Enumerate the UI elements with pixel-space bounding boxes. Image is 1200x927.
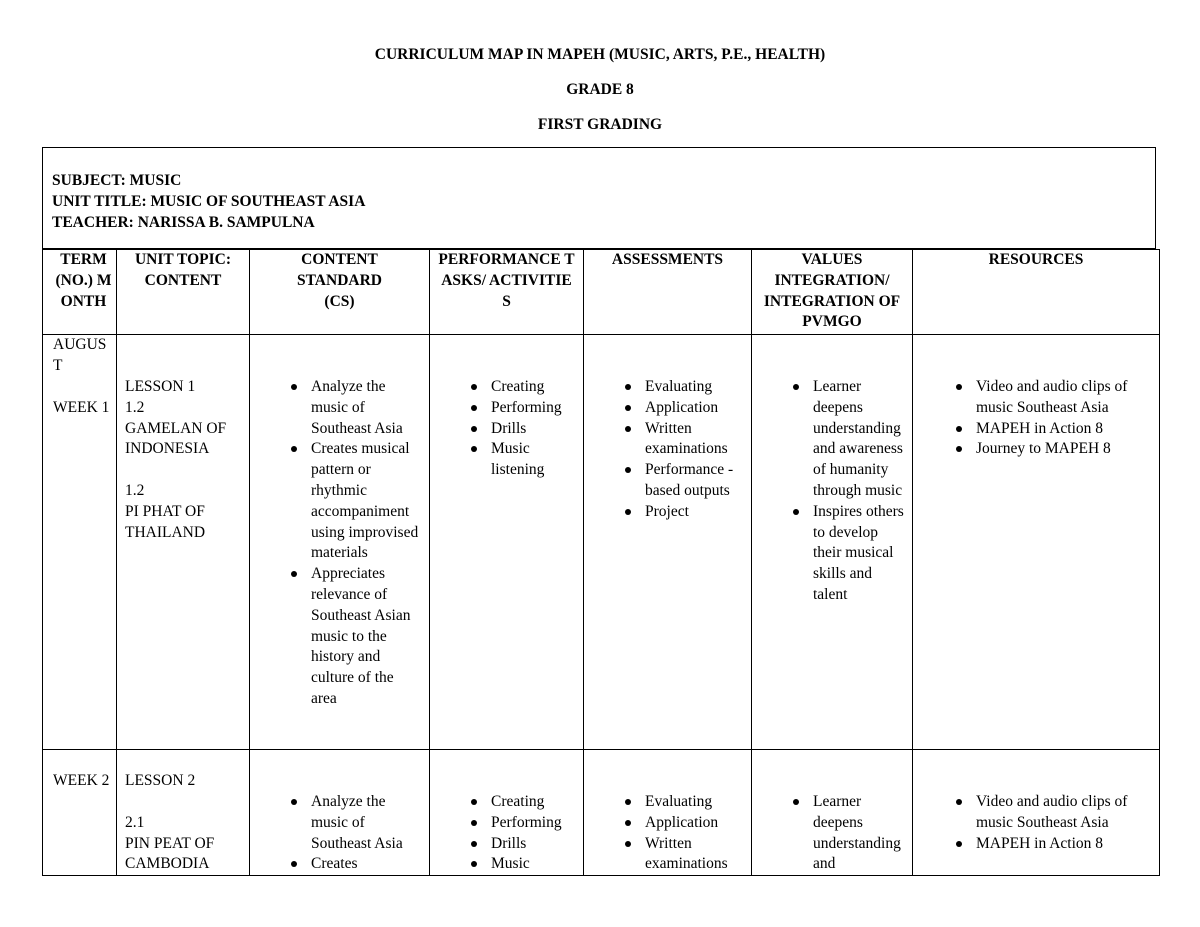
subject-info-box xyxy=(42,147,1156,249)
unit-title-line: UNIT TITLE: MUSIC OF SOUTHEAST ASIA xyxy=(52,193,366,210)
curriculum-table xyxy=(42,249,1160,876)
resources-cell xyxy=(913,335,1160,750)
list-item: Written examinations xyxy=(645,419,744,461)
list-item: Performing xyxy=(491,813,576,834)
list-item: Application xyxy=(645,398,744,419)
col-header-content-standard: CONTENT STANDARD (CS) xyxy=(250,250,430,335)
term-cell xyxy=(43,335,117,750)
list-item: Music listening xyxy=(491,439,576,481)
list-item: Evaluating xyxy=(645,377,744,398)
week-label: WEEK 1 xyxy=(53,398,110,416)
values-cell xyxy=(752,750,913,876)
list-item: Inspires others to develop their musical skills and talent xyxy=(813,502,905,606)
list-item: Performance -based outputs xyxy=(645,460,744,502)
resources-cell xyxy=(913,750,1160,876)
list-item: Learner deepens understanding and awareness of humanity through music xyxy=(813,377,905,502)
col-header-term: TERM (NO.) MONTH xyxy=(43,250,117,335)
col-header-assessments: ASSESSMENTS xyxy=(584,250,752,335)
document-title: CURRICULUM MAP IN MAPEH (MUSIC, ARTS, P.E., HEALTH) xyxy=(374,46,826,63)
topic-name: PI PHAT OF THAILAND xyxy=(125,502,206,541)
topic-number: 2.1 xyxy=(125,813,145,831)
list-item: MAPEH in Action 8 xyxy=(976,834,1152,855)
list-item: Project xyxy=(645,502,744,523)
week-label: WEEK 2 xyxy=(53,772,110,789)
assessments-cell xyxy=(584,335,752,750)
topic-number: 1.2 xyxy=(125,482,145,500)
list-item: Drills xyxy=(491,419,576,440)
teacher-line: TEACHER: NARISSA B. SAMPULNA xyxy=(52,214,315,231)
values-cell xyxy=(752,335,913,750)
grade-label: GRADE 8 xyxy=(566,81,634,98)
lesson-label: LESSON 2 xyxy=(125,772,196,789)
topic-name: PIN PEAT OF CAMBODIA xyxy=(125,834,215,873)
col-header-values: VALUES INTEGRATION/ INTEGRATION OF PVMGO xyxy=(752,250,913,335)
assessments-cell xyxy=(584,750,752,876)
list-item: Analyze the music of Southeast Asia xyxy=(311,792,422,854)
lesson-label: LESSON 1 xyxy=(125,378,196,395)
table-row xyxy=(43,335,1160,750)
list-item: Creates xyxy=(311,854,422,875)
list-item: Written examinations xyxy=(645,834,744,876)
unit-topic-cell xyxy=(117,750,250,876)
month-label: AUGUST xyxy=(53,336,107,374)
list-item: Creating xyxy=(491,792,576,813)
list-item: Learner deepens understanding and xyxy=(813,792,905,875)
list-item: Journey to MAPEH 8 xyxy=(976,439,1152,460)
col-header-unit-topic: UNIT TOPIC: CONTENT xyxy=(117,250,250,335)
unit-topic-cell xyxy=(117,335,250,750)
list-item: Music xyxy=(491,854,576,875)
list-item: Performing xyxy=(491,398,576,419)
list-item: Creating xyxy=(491,377,576,398)
topic-number: 1.2 xyxy=(125,398,145,416)
table-header-row xyxy=(43,250,1160,335)
list-item: Video and audio clips of music Southeast Asia xyxy=(976,792,1152,834)
subject-line: SUBJECT: MUSIC xyxy=(52,172,182,189)
col-header-resources: RESOURCES xyxy=(913,250,1160,335)
list-item: Creates musical pattern or rhythmic accompaniment using improvised materials xyxy=(311,439,422,564)
content-standard-cell xyxy=(250,335,430,750)
performance-cell xyxy=(430,335,584,750)
table-row xyxy=(43,750,1160,876)
performance-cell xyxy=(430,750,584,876)
grading-period-label: FIRST GRADING xyxy=(537,116,663,133)
list-item: Evaluating xyxy=(645,792,744,813)
col-header-performance: PERFORMANCE TASKS/ ACTIVITIES xyxy=(430,250,584,335)
topic-name: GAMELAN OF INDONESIA xyxy=(125,419,227,458)
content-standard-cell xyxy=(250,750,430,876)
term-cell xyxy=(43,750,117,876)
list-item: Application xyxy=(645,813,744,834)
list-item: Appreciates relevance of Southeast Asian music to the history and culture of the area xyxy=(311,564,422,710)
list-item: Analyze the music of Southeast Asia xyxy=(311,377,422,439)
list-item: Video and audio clips of music Southeast Asia xyxy=(976,377,1152,419)
list-item: Drills xyxy=(491,834,576,855)
list-item: MAPEH in Action 8 xyxy=(976,419,1152,440)
